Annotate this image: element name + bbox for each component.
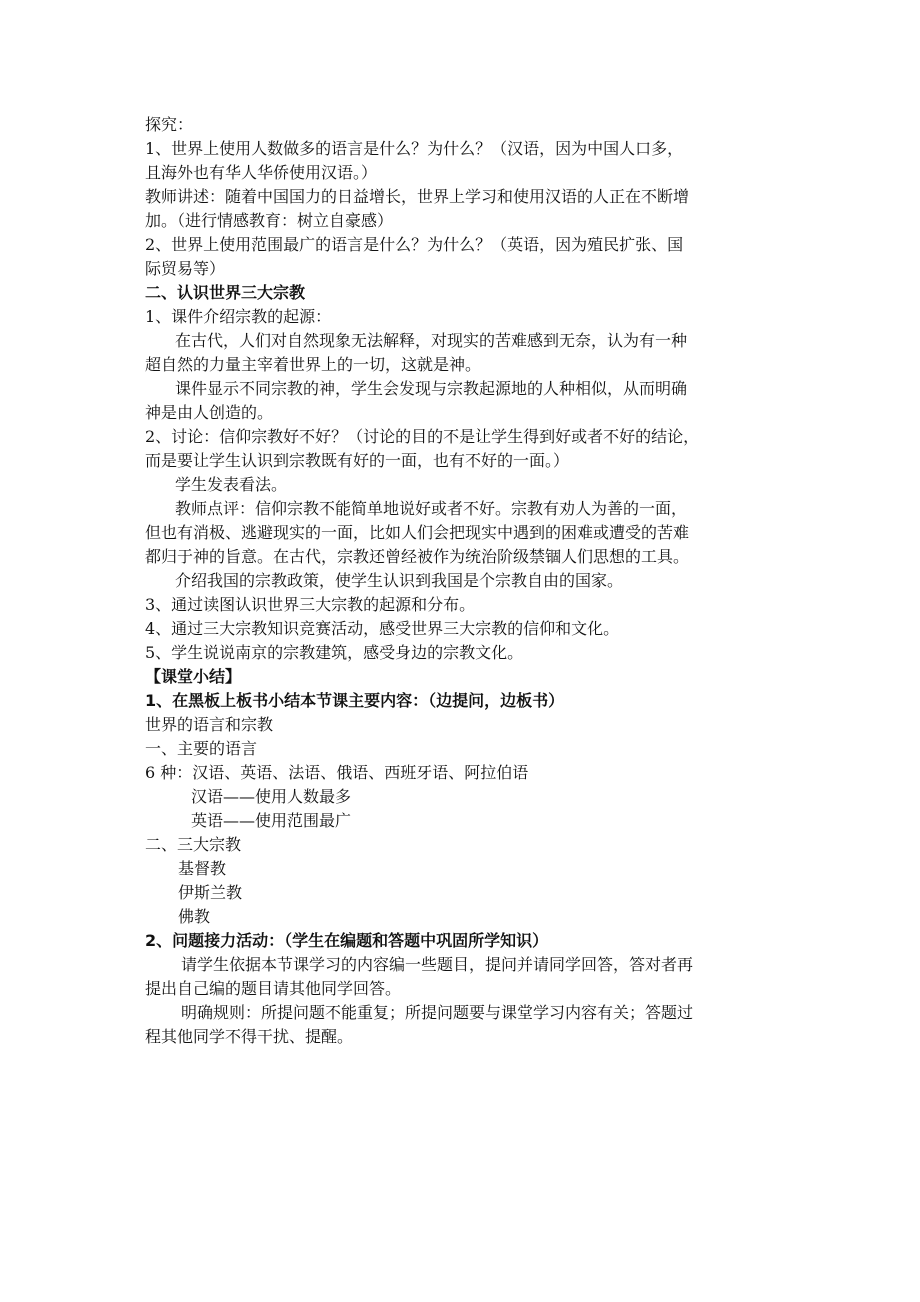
text-line: 汉语——使用人数最多	[191, 787, 352, 806]
text-line: 4、通过三大宗教知识竞赛活动，感受世界三大宗教的信仰和文化。	[145, 619, 620, 638]
text-line: 程其他同学不得干扰、提醒。	[145, 1027, 354, 1046]
text-line: 而是要让学生认识到宗教既有好的一面，也有不好的一面。）	[145, 451, 570, 470]
text-line: 5、学生说说南京的宗教建筑，感受身边的宗教文化。	[145, 643, 524, 662]
text-line: 3、通过读图认识世界三大宗教的起源和分布。	[145, 595, 476, 614]
text-line: 神是由人创造的。	[145, 403, 274, 422]
section-heading: 二、认识世界三大宗教	[145, 283, 306, 302]
text-line: 基督教	[178, 859, 227, 878]
text-line: 明确规则：所提问题不能重复；所提问题要与课堂学习内容有关；答题过	[181, 1003, 694, 1022]
text-line: 6 种：汉语、英语、法语、俄语、西班牙语、阿拉伯语	[145, 763, 529, 782]
text-line: 教师讲述：随着中国国力的日益增长，世界上学习和使用汉语的人正在不断增	[145, 187, 690, 206]
section-heading: 1、在黑板上板书小结本节课主要内容：（边提问，边板书）	[145, 691, 565, 710]
text-line: 提出自己编的题目请其他同学回答。	[145, 979, 402, 998]
text-line: 请学生依据本节课学习的内容编一些题目，提问并请同学回答，答对者再	[181, 955, 694, 974]
text-line: 且海外也有华人华侨使用汉语。）	[145, 163, 378, 182]
text-line: 课件显示不同宗教的神，学生会发现与宗教起源地的人种相似，从而明确	[175, 379, 688, 398]
text-line: 2、讨论：信仰宗教好不好？（讨论的目的不是让学生得到好或者不好的结论，	[145, 427, 700, 446]
text-line: 1、课件介绍宗教的起源：	[145, 307, 332, 326]
text-line: 教师点评：信仰宗教不能简单地说好或者不好。宗教有劝人为善的一面，	[175, 499, 688, 518]
text-line: 但也有消极、逃避现实的一面，比如人们会把现实中遇到的困难或遭受的苦难	[145, 523, 690, 542]
text-line: 1、世界上使用人数做多的语言是什么？为什么？（汉语，因为中国人口多，	[145, 139, 684, 158]
text-line: 在古代，人们对自然现象无法解释，对现实的苦难感到无奈，认为有一种	[175, 331, 688, 350]
section-heading: 【课堂小结】	[145, 667, 242, 686]
text-line: 介绍我国的宗教政策，使学生认识到我国是个宗教自由的国家。	[175, 571, 624, 590]
text-line: 世界的语言和宗教	[145, 715, 274, 734]
text-line: 伊斯兰教	[178, 883, 243, 902]
text-line: 2、世界上使用范围最广的语言是什么？为什么？（英语，因为殖民扩张、国	[145, 235, 684, 254]
text-line: 探究：	[145, 115, 194, 134]
text-line: 二、三大宗教	[145, 835, 242, 854]
text-line: 际贸易等）	[145, 259, 226, 278]
text-line: 加。（进行情感教育：树立自豪感）	[145, 211, 394, 230]
text-line: 学生发表看法。	[175, 475, 288, 494]
text-line: 超自然的力量主宰着世界上的一切，这就是神。	[145, 355, 482, 374]
text-line: 佛教	[178, 907, 211, 926]
text-line: 都归于神的旨意。在古代，宗教还曾经被作为统治阶级禁锢人们思想的工具。	[145, 547, 690, 566]
text-line: 一、主要的语言	[145, 739, 258, 758]
document-body	[145, 113, 775, 1049]
section-heading: 2、问题接力活动：（学生在编题和答题中巩固所学知识）	[145, 931, 549, 950]
text-line: 英语——使用范围最广	[191, 811, 352, 830]
